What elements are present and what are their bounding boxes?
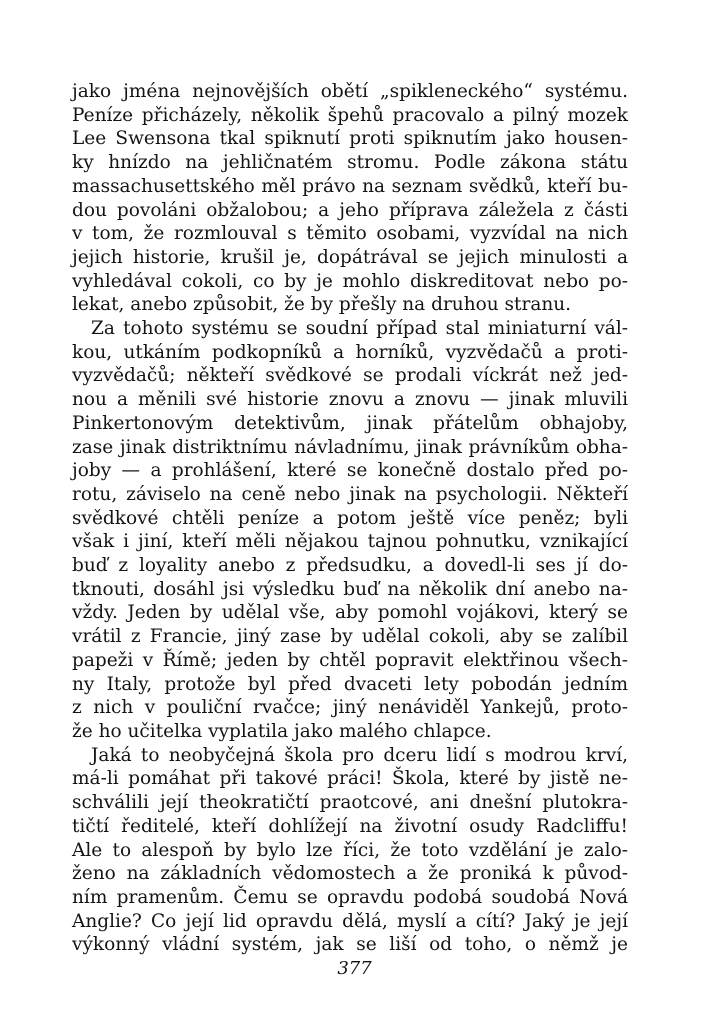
text-line: vyzvědačů; někteří svědkové se prodali víckrát než jed-: [72, 365, 628, 387]
text-line: z nich v pouliční rvačce; jiný nenáviděl Yankejů, proto-: [72, 697, 628, 719]
text-line: rotu, záviselo na ceně nebo jinak na psychologii. Někteří: [72, 483, 628, 505]
text-line: Anglie? Co její lid opravdu dělá, myslí a cítí? Jaký je její: [72, 910, 628, 932]
text-line: má-li pomáhat při takové práci! Škola, které by jistě ne-: [72, 768, 628, 790]
text-line: Ale to alespoň by bylo lze říci, že toto vzdělání je zalo-: [72, 839, 628, 861]
paragraph: [72, 80, 628, 317]
paragraph: [72, 744, 628, 957]
text-line: tknouti, dosáhl jsi výsledku buď na několik dní anebo na-: [72, 578, 628, 600]
text-line: svědkové chtěli peníze a potom ještě více peněz; byli: [72, 507, 628, 529]
text-line: ním pramenům. Čemu se opravdu podobá soudobá Nová: [72, 886, 628, 908]
text-line: ny Italy, protože byl před dvaceti lety pobodán jedním: [72, 673, 628, 695]
text-line: schválili její theokratičtí praotcové, ani dnešní plutokra-: [72, 792, 628, 814]
text-line: jako jména nejnovějších obětí „spikleneckého“ systému.: [72, 81, 628, 102]
text-line: vrátil z Francie, jiný zase by udělal cokoli, aby se zalíbil: [72, 626, 628, 648]
text-line: tičtí ředitelé, kteří dohlížejí na životní osudy Radcliffu!: [72, 815, 628, 837]
text-line: výkonný vládní systém, jak se liší od toho, o němž je: [72, 934, 628, 956]
text-line: kou, utkáním podkopníků a horníků, vyzvědačů a proti-: [72, 341, 628, 363]
text-line: buď z loyality anebo z předsudku, a dovedl-li ses jí do-: [72, 555, 628, 577]
paragraph: [72, 317, 628, 744]
text-line: vždy. Jeden by udělal vše, aby pomohl vojákovi, který se: [72, 602, 628, 624]
text-line: Za tohoto systému se soudní případ stal miniaturní vál-: [91, 318, 628, 340]
text-line: zase jinak distriktnímu návladnímu, jinak právníkům obha-: [72, 436, 628, 458]
text-line: jejich historie, krušil je, dopátrával se jejich minulosti a: [72, 246, 628, 268]
text-line: Peníze přicházely, několik špehů pracovalo a pilný mozek: [72, 104, 628, 126]
text-line: v tom, že rozmlouval s těmito osobami, vyzvídal na nich: [72, 223, 628, 245]
text-line: nou a měnili své historie znovu a znovu — jinak mluvili: [72, 389, 628, 411]
text-line: Jaká to neobyčejná škola pro dceru lidí s modrou krví,: [91, 744, 628, 766]
page-body: [72, 80, 628, 957]
text-line: Lee Swensona tkal spiknutí proti spiknutím jako housen-: [72, 128, 628, 150]
page-number: 377: [337, 958, 372, 979]
text-line: lekat, anebo způsobit, že by přešly na druhou stranu.: [72, 294, 572, 316]
text-line: ženo na základních vědomostech a že proniká k původ-: [72, 863, 628, 885]
text-line: Pinkertonovým detektivům, jinak přátelům obhajoby,: [72, 412, 628, 434]
text-line: ky hnízdo na jehličnatém stromu. Podle zákona státu: [72, 152, 628, 174]
text-line: papeži v Římě; jeden by chtěl popravit elektřinou všech-: [72, 649, 628, 671]
text-line: že ho učitelka vyplatila jako malého chlapce.: [72, 720, 492, 742]
text-line: však i jiní, kteří měli nějakou tajnou pohnutku, vznikající: [72, 531, 628, 553]
text-line: vyhledával cokoli, co by je mohlo diskreditovat nebo po-: [72, 270, 628, 292]
text-line: joby — a prohlášení, které se konečně dostalo před po-: [72, 460, 628, 482]
text-line: massachusettského měl právo na seznam svědků, kteří bu-: [72, 175, 628, 197]
text-line: dou povoláni obžalobou; a jeho příprava záležela z části: [72, 199, 628, 221]
